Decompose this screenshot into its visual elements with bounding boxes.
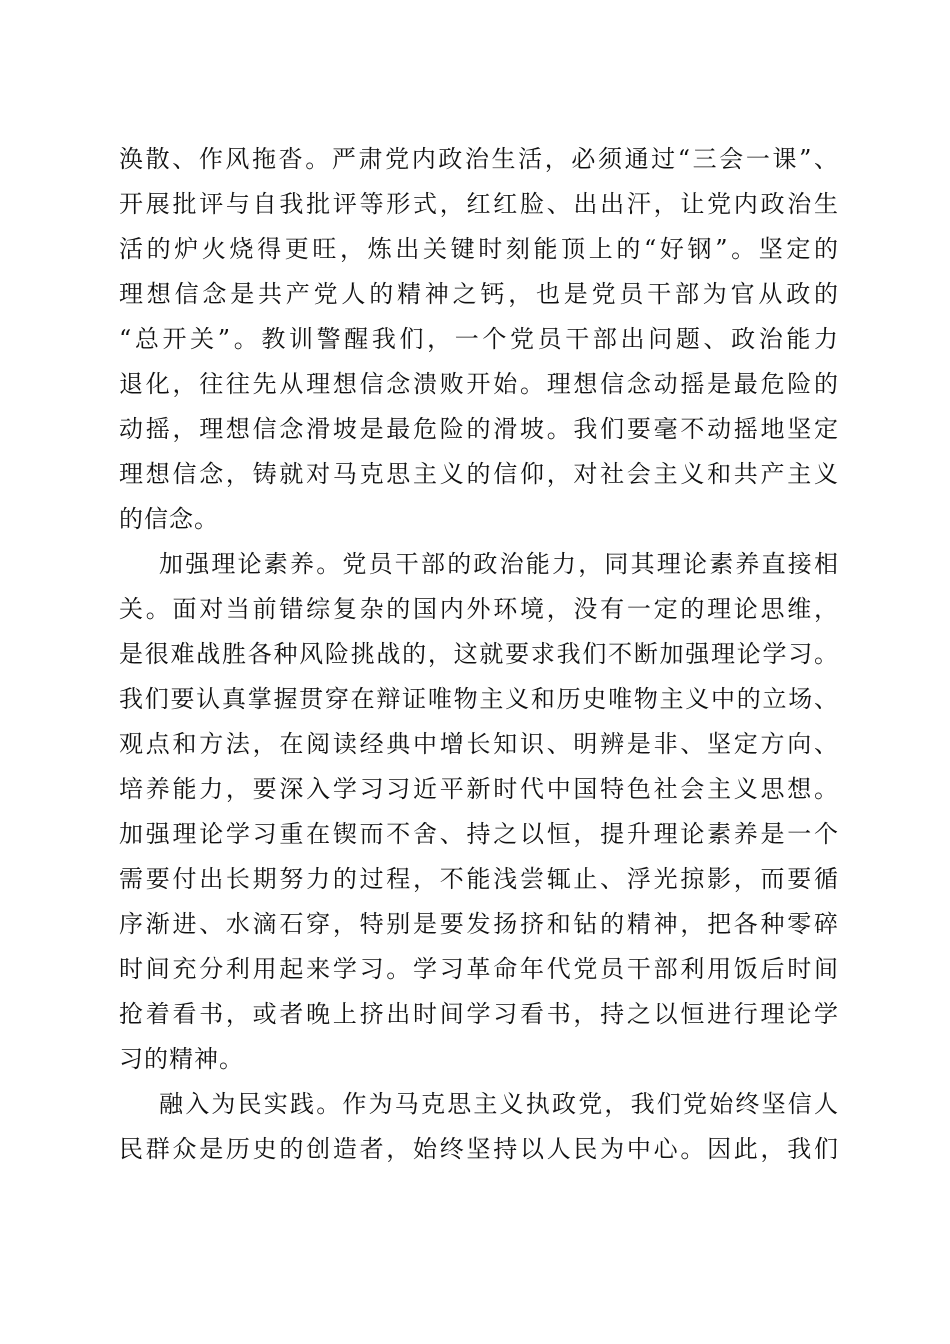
text-line: 活的炉火烧得更旺，炼出关键时刻能顶上的“好钢”。坚定的 [119,235,839,263]
text-line: 是很难战胜各种风险挑战的，这就要求我们不断加强理论学习。 [119,640,839,668]
text-line: 动摇，理想信念滑坡是最危险的滑坡。我们要毫不动摇地坚定 [119,415,839,443]
text-line: 理想信念，铸就对马克思主义的信仰，对社会主义和共产主义 [119,460,839,488]
text-line: 加强理论学习重在锲而不舍、持之以恒，提升理论素养是一个 [119,820,839,848]
text-line: 涣散、作风拖沓。严肃党内政治生活，必须通过“三会一课”、 [119,145,839,173]
text-line: “总开关”。教训警醒我们，一个党员干部出问题、政治能力 [119,325,839,353]
paragraph-heading-line: 加强理论素养。党员干部的政治能力，同其理论素养直接相 [159,550,839,578]
text-line: 我们要认真掌握贯穿在辩证唯物主义和历史唯物主义中的立场、 [119,685,839,713]
text-line: 抢着看书，或者晚上挤出时间学习看书，持之以恒进行理论学 [119,1000,839,1028]
text-line: 需要付出长期努力的过程，不能浅尝辄止、浮光掠影，而要循 [119,865,839,893]
text-line: 培养能力，要深入学习习近平新时代中国特色社会主义思想。 [119,775,839,803]
text-line: 关。面对当前错综复杂的国内外环境，没有一定的理论思维， [119,595,839,623]
text-line: 开展批评与自我批评等形式，红红脸、出出汗，让党内政治生 [119,190,839,218]
text-line: 序渐进、水滴石穿，特别是要发扬挤和钻的精神，把各种零碎 [119,910,839,938]
text-line: 习的精神。 [119,1045,244,1073]
text-line: 的信念。 [119,505,219,533]
paragraph-heading-line: 融入为民实践。作为马克思主义执政党，我们党始终坚信人 [159,1090,839,1118]
text-line: 民群众是历史的创造者，始终坚持以人民为中心。因此，我们 [119,1135,839,1163]
text-line: 时间充分利用起来学习。学习革命年代党员干部利用饭后时间 [119,955,839,983]
text-line: 理想信念是共产党人的精神之钙，也是党员干部为官从政的 [119,280,839,308]
text-line: 退化，往往先从理想信念溃败开始。理想信念动摇是最危险的 [119,370,839,398]
text-line: 观点和方法，在阅读经典中增长知识、明辨是非、坚定方向、 [119,730,839,758]
